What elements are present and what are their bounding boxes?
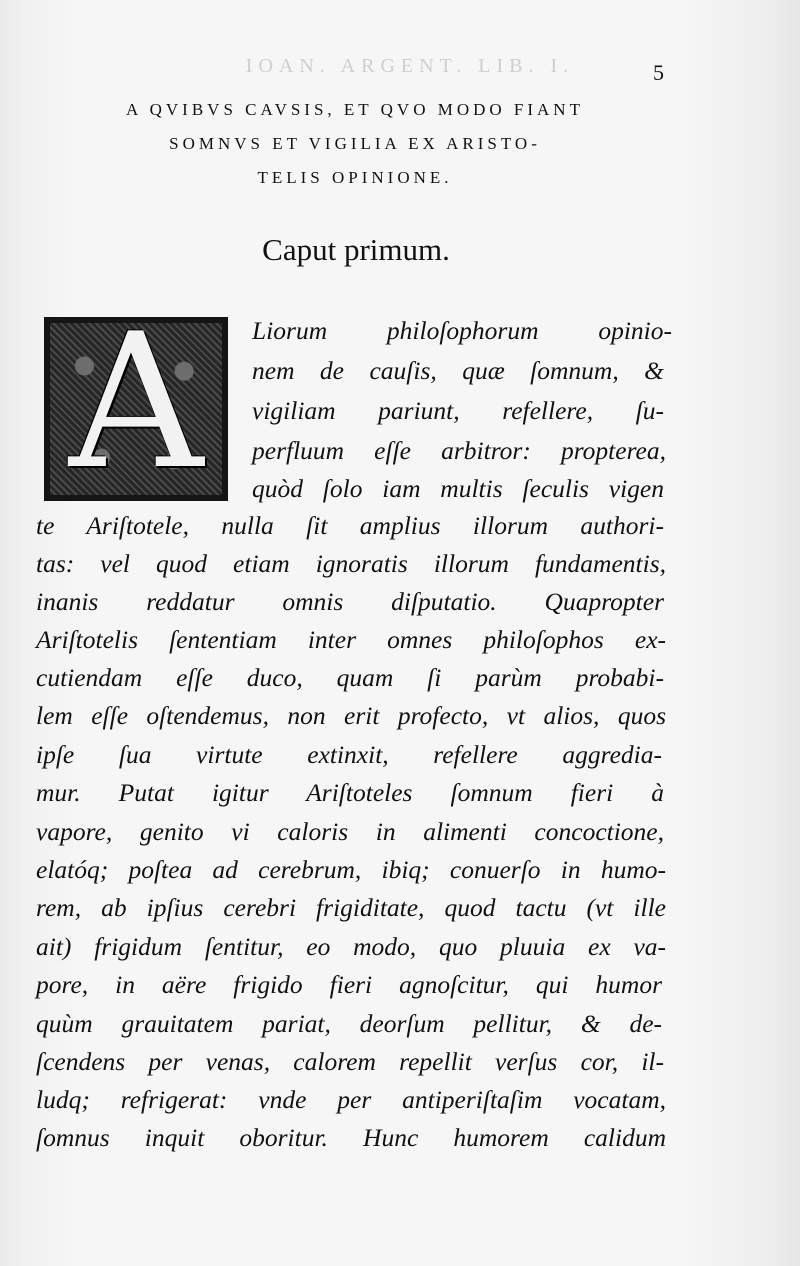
text-line: tas: vel quod etiam ignoratis illorum fundamentis, bbox=[36, 549, 666, 578]
heading-line: TELIS OPINIONE. bbox=[257, 168, 453, 187]
text-line: ſomnus inquit oboritur. Hunc humorem calidum bbox=[36, 1123, 666, 1152]
chapter-subtitle: Caput primum. bbox=[262, 232, 450, 267]
running-title: IOAN. ARGENT. LIB. I. bbox=[245, 55, 575, 77]
heading-line: SOMNVS ET VIGILIA EX ARISTO- bbox=[169, 134, 541, 153]
text-line: ait) frigidum ſentitur, eo modo, quo pluuia ex va- bbox=[36, 932, 666, 961]
text-line: ſcendens per venas, calorem repellit verſus cor, il- bbox=[36, 1047, 664, 1076]
text-line: mur. Putat igitur Ariſtoteles ſomnum fieri à bbox=[36, 778, 664, 807]
page-number: 5 bbox=[653, 60, 664, 85]
text-line: Liorum philoſophorum opinio- bbox=[252, 316, 672, 345]
text-line: quòd ſolo iam multis ſeculis vigen bbox=[252, 474, 664, 503]
text-line: perfluum eſſe arbitror: propterea, bbox=[252, 436, 666, 465]
text-line: ludq; refrigerat: vnde per antiperiſtaſim vocatam, bbox=[36, 1085, 666, 1114]
text-line: te Ariſtotele, nulla ſit amplius illorum authori- bbox=[36, 511, 664, 540]
text-line: nem de cauſis, quæ ſomnum, & bbox=[252, 356, 664, 385]
text-line: inanis reddatur omnis diſputatio. Quapropter bbox=[36, 587, 664, 616]
text-line: cutiendam eſſe duco, quam ſi parùm probabi- bbox=[36, 663, 664, 692]
text-line: ipſe ſua virtute extinxit, refellere aggredia- bbox=[36, 740, 662, 769]
initial-letter: A bbox=[68, 323, 204, 495]
text-line: vapore, genito vi caloris in alimenti concoctione, bbox=[36, 817, 664, 846]
text-line: pore, in aëre frigido fieri agnoſcitur, qui humor bbox=[36, 970, 662, 999]
text-line: Ariſtotelis ſententiam inter omnes philoſophos ex- bbox=[36, 625, 666, 654]
text-line: elatóq; poſtea ad cerebrum, ibiq; conuerſo in humo- bbox=[36, 855, 666, 884]
text-line: lem eſſe oſtendemus, non erit profecto, vt alios, quos bbox=[36, 701, 666, 730]
text-line: quùm grauitatem pariat, deorſum pellitur, & de- bbox=[36, 1009, 662, 1038]
heading-line: A QVIBVS CAVSIS, ET QVO MODO FIANT bbox=[126, 100, 584, 119]
text-line: vigiliam pariunt, refellere, ſu- bbox=[252, 396, 664, 425]
text-line: rem, ab ipſius cerebri frigiditate, quod tactu (vt ille bbox=[36, 893, 666, 922]
